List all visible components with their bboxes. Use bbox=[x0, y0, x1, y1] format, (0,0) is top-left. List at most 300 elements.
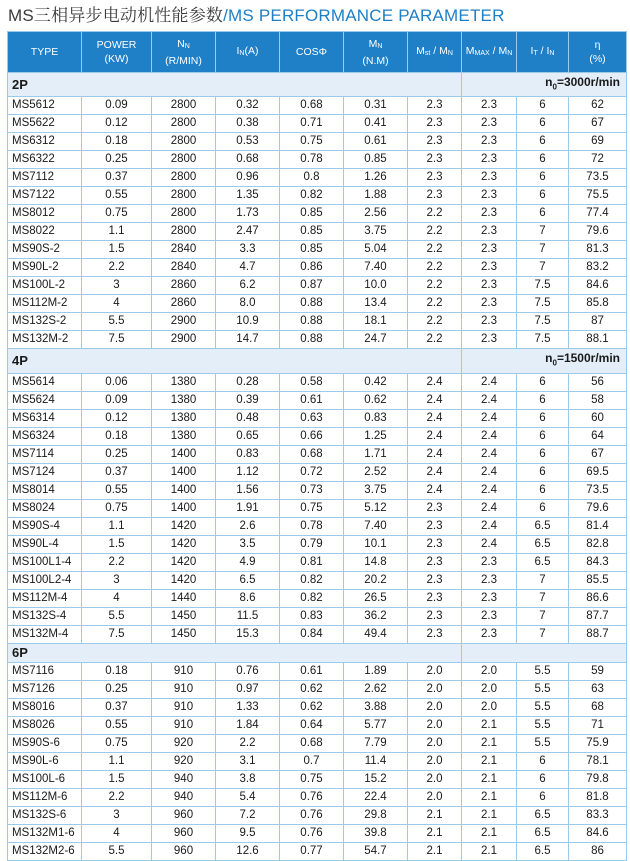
cell-speed: 2800 bbox=[152, 205, 216, 223]
cell-type: MS90S-2 bbox=[8, 241, 82, 259]
cell-current: 0.83 bbox=[216, 445, 280, 463]
cell-power-factor: 0.66 bbox=[280, 427, 344, 445]
cell-efficiency: 84.3 bbox=[569, 553, 627, 571]
table-row bbox=[8, 770, 627, 788]
cell-type: MS8024 bbox=[8, 499, 82, 517]
table-row bbox=[8, 680, 627, 698]
cell-current: 6.5 bbox=[216, 571, 280, 589]
cell-speed: 2860 bbox=[152, 277, 216, 295]
cell-speed: 2900 bbox=[152, 331, 216, 349]
cell-speed: 1420 bbox=[152, 571, 216, 589]
cell-starting-torque-ratio: 2.2 bbox=[408, 223, 462, 241]
cell-max-torque-ratio: 2.4 bbox=[462, 391, 517, 409]
cell-starting-current-ratio: 7 bbox=[517, 589, 569, 607]
cell-power: 0.37 bbox=[82, 698, 152, 716]
table-row bbox=[8, 97, 627, 115]
header-starting-torque-ratio: $M_{st} / M_N$ bbox=[408, 32, 462, 73]
cell-torque: 18.1 bbox=[344, 313, 408, 331]
table-row bbox=[8, 115, 627, 133]
cell-max-torque-ratio: 2.3 bbox=[462, 553, 517, 571]
cell-current: 0.53 bbox=[216, 133, 280, 151]
cell-power: 2.2 bbox=[82, 553, 152, 571]
cell-torque: 5.77 bbox=[344, 716, 408, 734]
cell-power-factor: 0.62 bbox=[280, 698, 344, 716]
cell-starting-torque-ratio: 2.3 bbox=[408, 499, 462, 517]
table-row bbox=[8, 698, 627, 716]
cell-power: 1.1 bbox=[82, 517, 152, 535]
cell-efficiency: 85.8 bbox=[569, 295, 627, 313]
table-header bbox=[8, 32, 627, 73]
cell-torque: 13.4 bbox=[344, 295, 408, 313]
cell-efficiency: 75.9 bbox=[569, 734, 627, 752]
cell-starting-torque-ratio: 2.3 bbox=[408, 151, 462, 169]
cell-power-factor: 0.85 bbox=[280, 205, 344, 223]
cell-starting-torque-ratio: 2.4 bbox=[408, 373, 462, 391]
cell-starting-torque-ratio: 2.3 bbox=[408, 607, 462, 625]
cell-starting-current-ratio: 5.5 bbox=[517, 680, 569, 698]
cell-type: MS112M-6 bbox=[8, 788, 82, 806]
cell-starting-current-ratio: 6 bbox=[517, 391, 569, 409]
table-row bbox=[8, 842, 627, 860]
cell-type: MS7112 bbox=[8, 169, 82, 187]
cell-max-torque-ratio: 2.3 bbox=[462, 313, 517, 331]
cell-type: MS132S-2 bbox=[8, 313, 82, 331]
cell-type: MS7126 bbox=[8, 680, 82, 698]
cell-type: MS100L2-4 bbox=[8, 571, 82, 589]
table-row bbox=[8, 607, 627, 625]
cell-starting-current-ratio: 6.5 bbox=[517, 553, 569, 571]
cell-power-factor: 0.78 bbox=[280, 151, 344, 169]
table-row bbox=[8, 499, 627, 517]
cell-max-torque-ratio: 2.3 bbox=[462, 115, 517, 133]
cell-starting-torque-ratio: 2.0 bbox=[408, 788, 462, 806]
cell-starting-current-ratio: 7.5 bbox=[517, 313, 569, 331]
cell-power: 1.5 bbox=[82, 770, 152, 788]
cell-power-factor: 0.76 bbox=[280, 806, 344, 824]
cell-torque: 29.8 bbox=[344, 806, 408, 824]
table-row bbox=[8, 662, 627, 680]
cell-starting-current-ratio: 6 bbox=[517, 133, 569, 151]
cell-power: 3 bbox=[82, 277, 152, 295]
cell-starting-current-ratio: 6 bbox=[517, 373, 569, 391]
cell-efficiency: 82.8 bbox=[569, 535, 627, 553]
table-row bbox=[8, 571, 627, 589]
cell-current: 5.4 bbox=[216, 788, 280, 806]
cell-speed: 2800 bbox=[152, 223, 216, 241]
cell-max-torque-ratio: 2.3 bbox=[462, 97, 517, 115]
cell-power: 4 bbox=[82, 589, 152, 607]
table-row bbox=[8, 445, 627, 463]
cell-current: 10.9 bbox=[216, 313, 280, 331]
cell-speed: 910 bbox=[152, 716, 216, 734]
cell-torque: 1.25 bbox=[344, 427, 408, 445]
cell-power: 2.2 bbox=[82, 259, 152, 277]
cell-efficiency: 75.5 bbox=[569, 187, 627, 205]
cell-power-factor: 0.82 bbox=[280, 589, 344, 607]
cell-max-torque-ratio: 2.3 bbox=[462, 625, 517, 643]
cell-current: 1.33 bbox=[216, 698, 280, 716]
cell-efficiency: 85.5 bbox=[569, 571, 627, 589]
cell-type: MS6312 bbox=[8, 133, 82, 151]
section-pole-label: 4P bbox=[8, 349, 280, 373]
cell-efficiency: 67 bbox=[569, 445, 627, 463]
cell-max-torque-ratio: 2.3 bbox=[462, 571, 517, 589]
cell-power: 1.1 bbox=[82, 223, 152, 241]
cell-current: 0.28 bbox=[216, 373, 280, 391]
cell-max-torque-ratio: 2.3 bbox=[462, 223, 517, 241]
table-row bbox=[8, 313, 627, 331]
cell-current: 2.6 bbox=[216, 517, 280, 535]
table-row bbox=[8, 223, 627, 241]
cell-max-torque-ratio: 2.3 bbox=[462, 295, 517, 313]
cell-power: 0.55 bbox=[82, 187, 152, 205]
cell-max-torque-ratio: 2.3 bbox=[462, 151, 517, 169]
cell-starting-current-ratio: 6 bbox=[517, 151, 569, 169]
cell-power-factor: 0.75 bbox=[280, 133, 344, 151]
cell-starting-torque-ratio: 2.0 bbox=[408, 734, 462, 752]
cell-efficiency: 67 bbox=[569, 115, 627, 133]
cell-current: 7.2 bbox=[216, 806, 280, 824]
cell-starting-torque-ratio: 2.4 bbox=[408, 391, 462, 409]
cell-starting-current-ratio: 6 bbox=[517, 463, 569, 481]
cell-type: MS90L-4 bbox=[8, 535, 82, 553]
cell-efficiency: 87 bbox=[569, 313, 627, 331]
cell-power-factor: 0.88 bbox=[280, 331, 344, 349]
cell-torque: 24.7 bbox=[344, 331, 408, 349]
cell-torque: 10.1 bbox=[344, 535, 408, 553]
section-header-4p bbox=[8, 349, 627, 373]
cell-max-torque-ratio: 2.0 bbox=[462, 680, 517, 698]
cell-starting-current-ratio: 7.5 bbox=[517, 295, 569, 313]
cell-starting-torque-ratio: 2.4 bbox=[408, 409, 462, 427]
cell-power-factor: 0.75 bbox=[280, 499, 344, 517]
cell-efficiency: 81.8 bbox=[569, 788, 627, 806]
cell-current: 3.8 bbox=[216, 770, 280, 788]
cell-starting-current-ratio: 7 bbox=[517, 571, 569, 589]
cell-starting-torque-ratio: 2.4 bbox=[408, 463, 462, 481]
cell-starting-torque-ratio: 2.2 bbox=[408, 295, 462, 313]
cell-power-factor: 0.72 bbox=[280, 463, 344, 481]
cell-power: 2.2 bbox=[82, 788, 152, 806]
section-spacer bbox=[280, 349, 462, 373]
cell-starting-torque-ratio: 2.2 bbox=[408, 313, 462, 331]
cell-starting-torque-ratio: 2.3 bbox=[408, 589, 462, 607]
cell-efficiency: 77.4 bbox=[569, 205, 627, 223]
cell-starting-torque-ratio: 2.2 bbox=[408, 205, 462, 223]
cell-torque: 5.04 bbox=[344, 241, 408, 259]
cell-efficiency: 84.6 bbox=[569, 824, 627, 842]
cell-torque: 0.42 bbox=[344, 373, 408, 391]
cell-starting-current-ratio: 6 bbox=[517, 409, 569, 427]
cell-starting-current-ratio: 6 bbox=[517, 205, 569, 223]
cell-speed: 1420 bbox=[152, 535, 216, 553]
cell-type: MS132S-4 bbox=[8, 607, 82, 625]
cell-starting-current-ratio: 6 bbox=[517, 770, 569, 788]
cell-efficiency: 88.7 bbox=[569, 625, 627, 643]
table-row bbox=[8, 824, 627, 842]
cell-starting-torque-ratio: 2.0 bbox=[408, 680, 462, 698]
cell-power: 0.75 bbox=[82, 499, 152, 517]
cell-speed: 1380 bbox=[152, 427, 216, 445]
cell-current: 1.12 bbox=[216, 463, 280, 481]
cell-torque: 26.5 bbox=[344, 589, 408, 607]
cell-current: 2.47 bbox=[216, 223, 280, 241]
cell-starting-torque-ratio: 2.2 bbox=[408, 277, 462, 295]
cell-type: MS132M-4 bbox=[8, 625, 82, 643]
cell-speed: 960 bbox=[152, 806, 216, 824]
cell-torque: 7.79 bbox=[344, 734, 408, 752]
cell-efficiency: 63 bbox=[569, 680, 627, 698]
cell-current: 0.96 bbox=[216, 169, 280, 187]
cell-starting-torque-ratio: 2.3 bbox=[408, 517, 462, 535]
cell-power-factor: 0.63 bbox=[280, 409, 344, 427]
cell-type: MS100L-2 bbox=[8, 277, 82, 295]
cell-current: 4.7 bbox=[216, 259, 280, 277]
cell-efficiency: 78.1 bbox=[569, 752, 627, 770]
cell-power-factor: 0.88 bbox=[280, 295, 344, 313]
cell-efficiency: 72 bbox=[569, 151, 627, 169]
cell-type: MS5612 bbox=[8, 97, 82, 115]
cell-current: 0.38 bbox=[216, 115, 280, 133]
table-row bbox=[8, 535, 627, 553]
cell-speed: 960 bbox=[152, 842, 216, 860]
header-current: $I_N(A)$ bbox=[216, 32, 280, 73]
header-starting-current-ratio: $I_T / I_N$ bbox=[517, 32, 569, 73]
section-spacer bbox=[280, 73, 462, 97]
cell-starting-torque-ratio: 2.3 bbox=[408, 625, 462, 643]
cell-max-torque-ratio: 2.0 bbox=[462, 662, 517, 680]
cell-current: 1.84 bbox=[216, 716, 280, 734]
cell-efficiency: 68 bbox=[569, 698, 627, 716]
cell-starting-torque-ratio: 2.3 bbox=[408, 115, 462, 133]
cell-max-torque-ratio: 2.4 bbox=[462, 445, 517, 463]
cell-max-torque-ratio: 2.3 bbox=[462, 331, 517, 349]
table-row bbox=[8, 788, 627, 806]
cell-efficiency: 64 bbox=[569, 427, 627, 445]
cell-starting-current-ratio: 6 bbox=[517, 115, 569, 133]
cell-starting-current-ratio: 6 bbox=[517, 97, 569, 115]
cell-power-factor: 0.81 bbox=[280, 553, 344, 571]
cell-starting-torque-ratio: 2.2 bbox=[408, 241, 462, 259]
cell-torque: 0.85 bbox=[344, 151, 408, 169]
header-power-factor: COSΦ bbox=[280, 32, 344, 73]
cell-power: 1.5 bbox=[82, 241, 152, 259]
cell-starting-current-ratio: 7 bbox=[517, 607, 569, 625]
cell-current: 3.5 bbox=[216, 535, 280, 553]
cell-speed: 920 bbox=[152, 752, 216, 770]
cell-efficiency: 84.6 bbox=[569, 277, 627, 295]
table-row bbox=[8, 151, 627, 169]
table-row bbox=[8, 373, 627, 391]
cell-power: 0.09 bbox=[82, 391, 152, 409]
table-row bbox=[8, 169, 627, 187]
cell-power: 4 bbox=[82, 295, 152, 313]
cell-efficiency: 81.3 bbox=[569, 241, 627, 259]
cell-starting-torque-ratio: 2.3 bbox=[408, 169, 462, 187]
cell-type: MS6324 bbox=[8, 427, 82, 445]
cell-efficiency: 73.5 bbox=[569, 169, 627, 187]
cell-starting-current-ratio: 6 bbox=[517, 187, 569, 205]
cell-efficiency: 69.5 bbox=[569, 463, 627, 481]
table-row bbox=[8, 295, 627, 313]
cell-max-torque-ratio: 2.3 bbox=[462, 241, 517, 259]
cell-starting-torque-ratio: 2.4 bbox=[408, 427, 462, 445]
cell-current: 8.0 bbox=[216, 295, 280, 313]
cell-starting-current-ratio: 6 bbox=[517, 752, 569, 770]
cell-max-torque-ratio: 2.3 bbox=[462, 607, 517, 625]
cell-max-torque-ratio: 2.4 bbox=[462, 535, 517, 553]
cell-power-factor: 0.79 bbox=[280, 535, 344, 553]
cell-power-factor: 0.87 bbox=[280, 277, 344, 295]
cell-torque: 7.40 bbox=[344, 517, 408, 535]
cell-efficiency: 71 bbox=[569, 716, 627, 734]
cell-type: MS90L-6 bbox=[8, 752, 82, 770]
cell-max-torque-ratio: 2.4 bbox=[462, 373, 517, 391]
cell-torque: 36.2 bbox=[344, 607, 408, 625]
cell-current: 0.76 bbox=[216, 662, 280, 680]
cell-type: MS100L1-4 bbox=[8, 553, 82, 571]
cell-power: 0.25 bbox=[82, 680, 152, 698]
cell-type: MS132S-6 bbox=[8, 806, 82, 824]
cell-speed: 2840 bbox=[152, 259, 216, 277]
cell-max-torque-ratio: 2.0 bbox=[462, 698, 517, 716]
cell-power: 0.12 bbox=[82, 409, 152, 427]
cell-power-factor: 0.76 bbox=[280, 788, 344, 806]
cell-max-torque-ratio: 2.3 bbox=[462, 187, 517, 205]
table-row bbox=[8, 752, 627, 770]
cell-max-torque-ratio: 2.1 bbox=[462, 734, 517, 752]
cell-efficiency: 83.2 bbox=[569, 259, 627, 277]
cell-speed: 2840 bbox=[152, 241, 216, 259]
cell-max-torque-ratio: 2.1 bbox=[462, 824, 517, 842]
cell-current: 0.32 bbox=[216, 97, 280, 115]
cell-efficiency: 69 bbox=[569, 133, 627, 151]
header-power: POWER (KW) bbox=[82, 32, 152, 73]
cell-power: 0.75 bbox=[82, 205, 152, 223]
table-row bbox=[8, 589, 627, 607]
table-row bbox=[8, 625, 627, 643]
cell-speed: 1380 bbox=[152, 373, 216, 391]
cell-efficiency: 79.6 bbox=[569, 499, 627, 517]
cell-speed: 2800 bbox=[152, 115, 216, 133]
cell-power-factor: 0.82 bbox=[280, 187, 344, 205]
cell-starting-current-ratio: 6.5 bbox=[517, 535, 569, 553]
cell-efficiency: 59 bbox=[569, 662, 627, 680]
cell-current: 1.73 bbox=[216, 205, 280, 223]
cell-efficiency: 62 bbox=[569, 97, 627, 115]
cell-efficiency: 86.6 bbox=[569, 589, 627, 607]
cell-power: 0.18 bbox=[82, 662, 152, 680]
cell-starting-current-ratio: 6.5 bbox=[517, 842, 569, 860]
cell-max-torque-ratio: 2.4 bbox=[462, 463, 517, 481]
cell-torque: 2.56 bbox=[344, 205, 408, 223]
cell-starting-current-ratio: 6.5 bbox=[517, 824, 569, 842]
cell-max-torque-ratio: 2.3 bbox=[462, 277, 517, 295]
cell-speed: 910 bbox=[152, 698, 216, 716]
cell-power-factor: 0.62 bbox=[280, 680, 344, 698]
cell-speed: 920 bbox=[152, 734, 216, 752]
cell-torque: 39.8 bbox=[344, 824, 408, 842]
cell-power: 5.5 bbox=[82, 607, 152, 625]
cell-current: 3.1 bbox=[216, 752, 280, 770]
cell-max-torque-ratio: 2.3 bbox=[462, 169, 517, 187]
cell-power: 1.1 bbox=[82, 752, 152, 770]
cell-starting-current-ratio: 6 bbox=[517, 445, 569, 463]
cell-torque: 0.61 bbox=[344, 133, 408, 151]
cell-torque: 1.71 bbox=[344, 445, 408, 463]
cell-torque: 7.40 bbox=[344, 259, 408, 277]
cell-max-torque-ratio: 2.4 bbox=[462, 517, 517, 535]
cell-power-factor: 0.85 bbox=[280, 223, 344, 241]
cell-starting-current-ratio: 5.5 bbox=[517, 662, 569, 680]
cell-starting-torque-ratio: 2.3 bbox=[408, 553, 462, 571]
cell-torque: 1.89 bbox=[344, 662, 408, 680]
cell-power-factor: 0.78 bbox=[280, 517, 344, 535]
cell-current: 1.91 bbox=[216, 499, 280, 517]
table-row bbox=[8, 734, 627, 752]
cell-current: 0.48 bbox=[216, 409, 280, 427]
cell-power: 3 bbox=[82, 571, 152, 589]
cell-power: 0.37 bbox=[82, 463, 152, 481]
cell-power-factor: 0.7 bbox=[280, 752, 344, 770]
cell-type: MS7124 bbox=[8, 463, 82, 481]
cell-starting-torque-ratio: 2.1 bbox=[408, 806, 462, 824]
cell-type: MS112M-4 bbox=[8, 589, 82, 607]
cell-power-factor: 0.61 bbox=[280, 662, 344, 680]
cell-current: 3.3 bbox=[216, 241, 280, 259]
section-synchronous-speed: $n_0=1500r/\min$ bbox=[462, 349, 627, 373]
cell-torque: 15.2 bbox=[344, 770, 408, 788]
cell-starting-current-ratio: 7 bbox=[517, 625, 569, 643]
cell-type: MS5622 bbox=[8, 115, 82, 133]
cell-starting-torque-ratio: 2.0 bbox=[408, 752, 462, 770]
cell-torque: 14.8 bbox=[344, 553, 408, 571]
cell-starting-torque-ratio: 2.3 bbox=[408, 133, 462, 151]
cell-type: MS112M-2 bbox=[8, 295, 82, 313]
cell-type: MS7114 bbox=[8, 445, 82, 463]
cell-current: 0.65 bbox=[216, 427, 280, 445]
cell-starting-torque-ratio: 2.3 bbox=[408, 571, 462, 589]
cell-power-factor: 0.58 bbox=[280, 373, 344, 391]
cell-current: 6.2 bbox=[216, 277, 280, 295]
cell-torque: 20.2 bbox=[344, 571, 408, 589]
cell-current: 1.35 bbox=[216, 187, 280, 205]
cell-speed: 940 bbox=[152, 788, 216, 806]
table-row bbox=[8, 553, 627, 571]
cell-current: 1.56 bbox=[216, 481, 280, 499]
cell-torque: 54.7 bbox=[344, 842, 408, 860]
cell-speed: 960 bbox=[152, 824, 216, 842]
cell-type: MS8016 bbox=[8, 698, 82, 716]
cell-speed: 2800 bbox=[152, 133, 216, 151]
cell-speed: 1400 bbox=[152, 463, 216, 481]
cell-power-factor: 0.88 bbox=[280, 313, 344, 331]
cell-efficiency: 86 bbox=[569, 842, 627, 860]
cell-power-factor: 0.82 bbox=[280, 571, 344, 589]
cell-torque: 0.31 bbox=[344, 97, 408, 115]
cell-speed: 2900 bbox=[152, 313, 216, 331]
section-pole-label: 6P bbox=[8, 643, 280, 662]
cell-power-factor: 0.64 bbox=[280, 716, 344, 734]
cell-max-torque-ratio: 2.1 bbox=[462, 842, 517, 860]
header-torque: $M_N$ (N.M) bbox=[344, 32, 408, 73]
cell-current: 0.39 bbox=[216, 391, 280, 409]
cell-current: 4.9 bbox=[216, 553, 280, 571]
cell-power-factor: 0.8 bbox=[280, 169, 344, 187]
cell-efficiency: 79.6 bbox=[569, 223, 627, 241]
table-row bbox=[8, 716, 627, 734]
cell-starting-current-ratio: 6.5 bbox=[517, 806, 569, 824]
